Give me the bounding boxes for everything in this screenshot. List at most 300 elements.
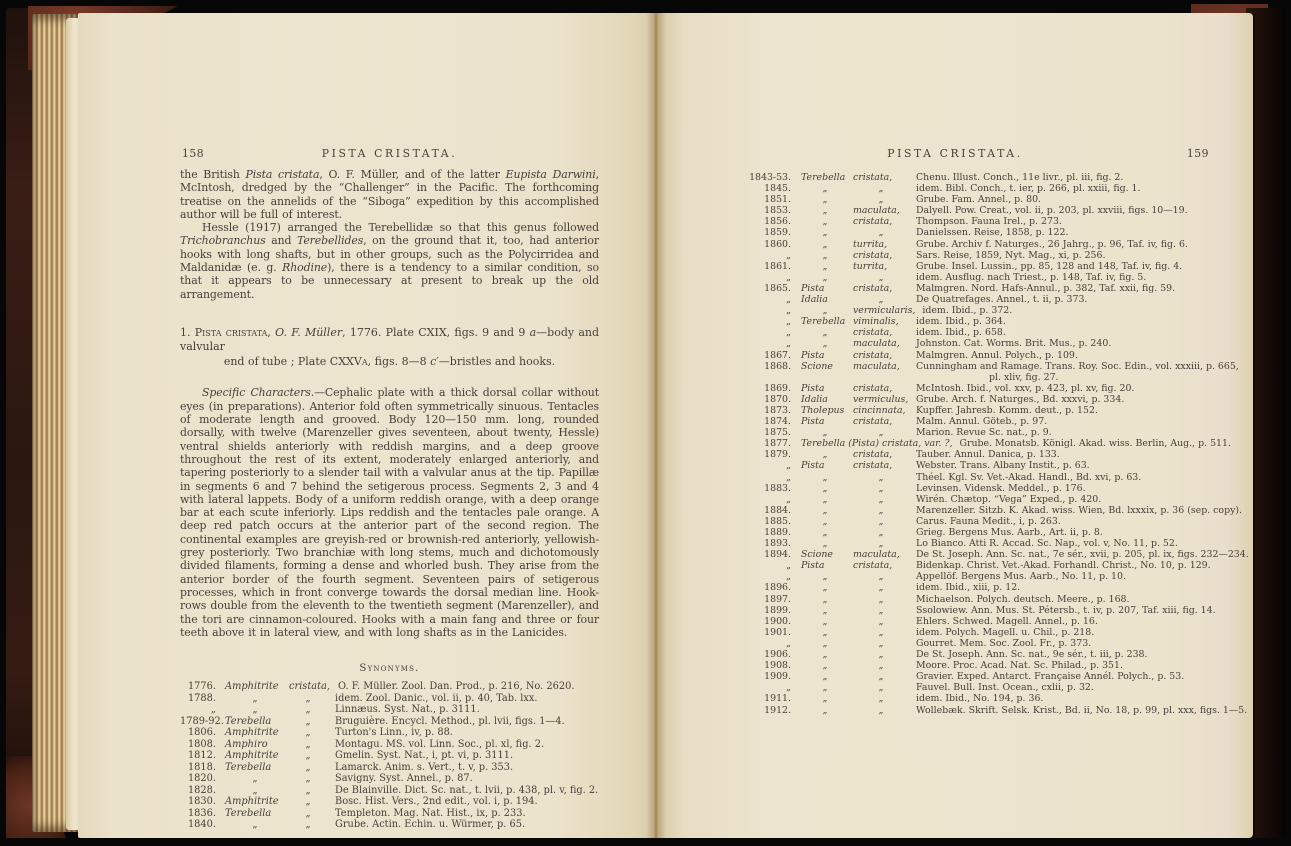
entry-species: „ — [878, 660, 884, 672]
bibliography-entry — [739, 438, 1231, 450]
bibliography-entry — [739, 272, 1223, 283]
entry-year: 1884. — [764, 504, 791, 516]
entry-year: 1906. — [764, 649, 791, 661]
entry-genus: „ — [822, 482, 828, 494]
entry-year: 1856. — [764, 216, 791, 228]
entry-species: cristata, — [853, 560, 893, 572]
entry-reference: McIntosh. Ibid., vol. xxv, p. 423, pl. xv, fig. 20. — [916, 382, 1135, 394]
bibliography-entry — [739, 483, 1223, 494]
entry-species: cristata, — [853, 416, 893, 428]
entry-genus: „ — [822, 216, 828, 228]
bibliography-entry — [739, 516, 1223, 527]
entry-year: 1899. — [764, 604, 791, 616]
entry-year: 1868. — [764, 360, 791, 372]
entry-continuation-text: pl. xliv, fig. 27. — [989, 371, 1059, 383]
entry-species: cristata, — [853, 249, 893, 261]
entry-reference: Wirén. Chætop. “Vega” Exped., p. 420. — [916, 493, 1102, 505]
entry-reference: Appellöf. Bergens Mus. Aarb., No. 11, p. 10. — [916, 571, 1126, 583]
bibliography-entry — [180, 773, 599, 785]
bibliography-entry — [739, 194, 1223, 205]
entry-year: 1845. — [764, 183, 791, 195]
bibliography-entry — [739, 549, 1249, 561]
synonyms-list — [180, 681, 599, 831]
entry-species: „ — [878, 538, 884, 550]
entry-species: „ — [878, 527, 884, 538]
bibliography-entry — [180, 704, 599, 716]
entry-species: „ — [878, 615, 884, 627]
entry-reference: Fauvel. Bull. Inst. Ocean., cxlii, p. 32. — [916, 682, 1094, 694]
species-heading — [180, 326, 599, 370]
entry-genus: „ — [252, 692, 258, 704]
entry-genus: Terebella — [225, 715, 272, 727]
entry-year: 1894. — [764, 549, 791, 561]
entry-species: „ — [878, 194, 884, 206]
entry-reference: Lo Bianco. Atti R. Accad. Sc. Nap., vol. v, No. 11, p. 52. — [916, 538, 1178, 550]
entry-reference: idem. Bibl. Conch., t. ier, p. 266, pl. xxiii, fig. 1. — [916, 183, 1141, 195]
entry-species: „ — [878, 582, 884, 594]
entry-year: „ — [786, 294, 791, 306]
entry-species: „ — [878, 427, 884, 439]
entry-year: 1806. — [187, 727, 216, 739]
entry-genus: „ — [822, 227, 828, 239]
entry-species: cristata, — [289, 681, 331, 693]
entry-reference: Wollebæk. Skrift. Selsk. Krist., Bd. ii, No. 18, p. 99, pl. xxx, figs. 1—5. — [916, 704, 1248, 716]
entry-reference: Cunningham and Ramage. Trans. Roy. Soc. Edin., vol. xxxiii, p. 665, — [916, 360, 1239, 372]
entry-genus: „ — [822, 427, 828, 439]
entry-species: „ — [878, 482, 884, 494]
entry-genus: „ — [822, 527, 828, 538]
entry-genus: „ — [822, 249, 828, 261]
entry-genus: Pista — [801, 560, 825, 572]
entry-reference: Bidenkap. Christ. Vet.-Akad. Forhandl. Christ., No. 10, p. 129. — [916, 560, 1211, 572]
entry-reference: Ehlers. Schwed. Magell. Annel., p. 16. — [916, 615, 1098, 627]
entry-species: „ — [878, 693, 884, 705]
entry-genus: „ — [822, 205, 828, 217]
entry-year: 1883. — [764, 482, 791, 494]
entry-reference: Savigny. Syst. Annel., p. 87. — [335, 773, 473, 785]
entry-species: „ — [878, 637, 884, 649]
species-heading-line-2: end of tube ; Plate CXXVa, figs. 8—8 c′—bristles and hooks. — [223, 354, 556, 368]
entry-year: 1789-92. — [180, 715, 224, 727]
entry-genus: Idalia — [801, 294, 828, 306]
bibliography-entry — [739, 227, 1223, 238]
bibliography-entry — [739, 383, 1223, 394]
entry-genus: „ — [822, 704, 828, 716]
entry-species: „ — [305, 761, 311, 773]
running-title-right: PISTA CRISTATA. — [887, 147, 1023, 160]
entry-species: cristata, — [853, 216, 893, 228]
entry-genus: „ — [822, 626, 828, 638]
entry-species: maculata, — [853, 549, 900, 561]
bibliography-entry — [739, 239, 1223, 250]
entry-genus: „ — [822, 515, 828, 527]
entry-genus: „ — [822, 493, 828, 505]
entry-year: 1896. — [764, 582, 791, 594]
bibliography-entry — [739, 416, 1223, 427]
entry-year: 1840. — [187, 819, 216, 831]
bibliography-entry — [739, 494, 1223, 505]
entry-reference: Grube. Monatsb. Königl. Akad. wiss. Berlin, Aug., p. 511. — [959, 438, 1231, 450]
entry-reference: idem. Ibid., No. 194, p. 36. — [916, 693, 1044, 705]
entry-reference: De St. Joseph. Ann. Sc. nat., 7e sér., xvii, p. 205, pl. ix, figs. 232—234. — [916, 549, 1249, 561]
entry-species: „ — [878, 571, 884, 583]
bibliography-entry — [739, 527, 1223, 538]
entry-genus: „ — [822, 593, 828, 605]
entry-species: „ — [878, 626, 884, 638]
entry-species: cristata, — [853, 382, 893, 394]
bibliography-entry — [180, 808, 599, 820]
entry-year: 1885. — [764, 515, 791, 527]
bibliography-entry — [739, 504, 1243, 516]
bibliography-entry — [180, 785, 599, 797]
entry-genus: „ — [252, 784, 258, 796]
entry-genus: „ — [822, 305, 828, 317]
entry-genus: „ — [822, 449, 828, 461]
entry-reference: Linnæus. Syst. Nat., p. 3111. — [335, 704, 480, 716]
entry-year: „ — [786, 316, 791, 328]
entry-genus: „ — [822, 615, 828, 627]
entry-genus: „ — [822, 471, 828, 483]
entry-genus: Amphitrite — [225, 796, 279, 808]
entry-reference: Ssolowiew. Ann. Mus. St. Pétersb., t. iv, p. 207, Taf. xiii, fig. 14. — [916, 604, 1216, 616]
entry-reference: idem. Ibid., xiii, p. 12. — [916, 582, 1021, 594]
bibliography-entry — [739, 538, 1223, 549]
entry-year: „ — [786, 493, 791, 505]
entry-year: „ — [786, 460, 791, 472]
entry-species: viminalis, — [853, 316, 899, 328]
running-title-left: PISTA CRISTATA. — [321, 147, 458, 160]
entry-genus: „ — [822, 183, 828, 195]
entry-year: 1808. — [187, 738, 216, 750]
entry-reference: idem. Ibid., p. 364. — [916, 316, 1006, 328]
entry-species: „ — [878, 294, 884, 306]
entry-species: cristata, — [853, 172, 893, 183]
entry-genus: Terebella — [225, 761, 272, 773]
entry-reference: idem. Zool. Danic., vol. ii, p. 40, Tab. lxx. — [335, 692, 538, 704]
bibliography-entry — [739, 660, 1223, 671]
entry-year: 1870. — [764, 393, 791, 405]
bibliography-entry — [739, 360, 1239, 372]
bibliography-entry — [739, 594, 1223, 605]
entry-species: maculata, — [853, 205, 900, 217]
bibliography-entry — [739, 350, 1223, 361]
entry-species: vermicularis, — [853, 305, 916, 317]
entry-species: „ — [305, 715, 311, 727]
bibliography-entry — [180, 681, 599, 693]
entry-species: cristata, — [853, 282, 893, 294]
entry-reference: idem. Ibid., p. 372. — [922, 305, 1013, 317]
bibliography-entry — [739, 571, 1223, 582]
entry-species: „ — [878, 504, 884, 516]
bibliography-entry — [739, 627, 1223, 638]
entry-year: 1897. — [764, 593, 791, 605]
entry-species: „ — [305, 704, 311, 716]
entry-year: 1909. — [764, 671, 791, 683]
entry-year: „ — [786, 682, 791, 694]
bibliography-entry — [180, 693, 599, 705]
entry-genus: „ — [252, 773, 258, 785]
entry-reference: Malmgren. Annul. Polych., p. 109. — [916, 349, 1078, 361]
entry-species: „ — [305, 819, 311, 831]
page-number-left: 158 — [182, 147, 205, 160]
entry-genus: Terebella — [801, 172, 846, 183]
entry-reference: Tauber. Annul. Danica, p. 133. — [916, 449, 1060, 461]
entry-species: „ — [878, 493, 884, 505]
entry-year: „ — [786, 249, 791, 261]
paragraph-hessle: Hessle (1917) arranged the Terebellidæ so that this genus followed Trichobranchus and Terebellides, on the ground that it, too, had anterior hooks with long shafts, but in other groups, such as the Polycirridea and Maldanidæ (e. g. Rhodine), there is a tendency to a similar condition, so that it appears to be unnecessary at present to break up the old arrangement. — [180, 221, 599, 301]
bibliography-entry — [180, 727, 599, 739]
entry-year: 1911. — [764, 693, 791, 705]
entry-genus: „ — [822, 260, 828, 272]
entry-reference: idem. Ibid., p. 658. — [916, 327, 1006, 339]
entry-genus: „ — [822, 604, 828, 616]
entry-year: 1853. — [764, 205, 791, 217]
entry-year: 1874. — [764, 416, 791, 428]
bibliography-entry — [180, 819, 599, 831]
entry-genus: Pista — [801, 382, 825, 394]
entry-year: „ — [786, 560, 791, 572]
bibliography-entry — [739, 582, 1223, 593]
entry-year: 1869. — [764, 382, 791, 394]
entry-year: 1873. — [764, 404, 791, 416]
entry-species: „ — [878, 515, 884, 527]
entry-reference: Montagu. MS. vol. Linn. Soc., pl. xl, fig. 2. — [335, 738, 545, 750]
entry-year: 1851. — [764, 194, 791, 206]
paragraph-continuation: the British Pista cristata, O. F. Müller, and of the latter Eupista Darwini, McIntosh, dredged by the “Challenger” in the Pacific. The forthcoming treatise on the annelids of the “Siboga” expedition by this accomplished author will be full of interest. — [180, 168, 599, 221]
entry-genus: Tholepus — [801, 404, 845, 416]
bibliography-entry — [739, 560, 1223, 571]
entry-genus: Amphitrite — [225, 681, 279, 693]
entry-species: turrita, — [853, 260, 888, 272]
bibliography-entry — [739, 283, 1223, 294]
entry-genus: „ — [822, 682, 828, 694]
bibliography-entry — [739, 316, 1223, 327]
bibliography-entry — [739, 405, 1223, 416]
entry-reference: Gmelin. Syst. Nat., i, pt. vi, p. 3111. — [335, 750, 514, 762]
entry-reference: De Quatrefages. Annel., t. ii, p. 373. — [916, 294, 1088, 306]
entry-year: 1877. — [764, 438, 791, 450]
entry-species: „ — [878, 471, 884, 483]
entry-species: „ — [878, 704, 884, 716]
entry-genus: Pista — [801, 460, 825, 472]
entry-reference: Grube. Fam. Annel., p. 80. — [916, 194, 1042, 206]
bibliography-entry — [180, 716, 599, 728]
bibliography-entry — [180, 750, 599, 762]
left-page — [78, 13, 657, 838]
entry-species: „ — [878, 271, 884, 283]
entry-species: „ — [878, 604, 884, 616]
references-list — [739, 172, 1249, 716]
entry-reference: Danielssen. Reise, 1858, p. 122. — [916, 227, 1069, 239]
entry-year: 1893. — [764, 538, 791, 550]
entry-continuation-line — [739, 372, 1223, 383]
entry-reference: Dalyell. Pow. Creat., vol. ii, p. 203, pl. xxviii, figs. 10—19. — [916, 205, 1188, 217]
entry-reference: idem. Polych. Magell. u. Chil., p. 218. — [916, 626, 1095, 638]
entry-species: „ — [305, 807, 311, 819]
entry-reference: De Blainville. Dict. Sc. nat., t. lvii, p. 438, pl. v, fig. 2. — [335, 784, 599, 796]
entry-species: maculata, — [853, 338, 900, 350]
entry-genus: Terebella — [801, 316, 846, 328]
entry-year: 1828. — [187, 784, 216, 796]
entry-taxon-name: Terebella (Pista) cristata, var. ?, — [801, 438, 953, 450]
entry-reference: Gravier. Exped. Antarct. Française Annél. Polych., p. 53. — [916, 671, 1185, 683]
entry-year: 1843-53. — [749, 172, 791, 183]
entry-reference: Chenu. Illust. Conch., 11e livr., pl. iii, fig. 2. — [916, 172, 1124, 183]
entry-species: „ — [305, 738, 311, 750]
entry-genus: Pista — [801, 349, 825, 361]
bibliography-entry — [739, 449, 1223, 460]
bibliography-entry — [739, 327, 1223, 338]
entry-year: „ — [786, 271, 791, 283]
entry-species: „ — [305, 692, 311, 704]
entry-reference: Thompson. Fauna Irel., p. 273. — [916, 216, 1062, 228]
left-page-body — [180, 168, 599, 831]
entry-genus: Pista — [801, 282, 825, 294]
entry-reference: De St. Joseph. Ann. Sc. nat., 9e sér., t. iii, p. 238. — [916, 649, 1148, 661]
entry-species: „ — [878, 682, 884, 694]
entry-genus: „ — [822, 571, 828, 583]
entry-genus: Idalia — [801, 393, 828, 405]
bibliography-entry — [739, 172, 1223, 183]
bibliography-entry — [739, 261, 1223, 272]
entry-reference: Michaelson. Polych. deutsch. Meere., p. 168. — [916, 593, 1130, 605]
bibliography-entry — [739, 427, 1223, 438]
entry-year: „ — [786, 338, 791, 350]
entry-reference: Grube. Archiv f. Naturges., 26 Jahrg., p. 96, Taf. iv, fig. 6. — [916, 238, 1188, 250]
entry-species: „ — [878, 671, 884, 683]
entry-year: „ — [786, 571, 791, 583]
entry-species: „ — [878, 227, 884, 239]
entry-reference: Lamarck. Anim. s. Vert., t. v, p. 353. — [335, 761, 514, 773]
entry-year: 1879. — [764, 449, 791, 461]
entry-genus: Terebella — [225, 807, 272, 819]
bibliography-entry — [739, 472, 1223, 483]
entry-genus: Scione — [801, 360, 833, 372]
entry-species: cristata, — [853, 460, 893, 472]
entry-genus: „ — [822, 649, 828, 661]
entry-genus: Pista — [801, 416, 825, 428]
entry-species: „ — [305, 750, 311, 762]
entry-species: „ — [878, 183, 884, 195]
bibliography-entry — [739, 183, 1223, 194]
entry-reference: Turton's Linn., iv, p. 88. — [335, 727, 453, 739]
entry-reference: Kupffer. Jahresb. Komm. deut., p. 152. — [916, 404, 1098, 416]
entry-species: turrita, — [853, 238, 888, 250]
entry-year: 1889. — [764, 527, 791, 538]
entry-year: 1860. — [764, 238, 791, 250]
bibliography-entry — [180, 796, 599, 808]
entry-species: cincinnata, — [853, 404, 906, 416]
entry-year: 1830. — [187, 796, 216, 808]
specific-characters-paragraph: Specific Characters.—Cephalic plate with a thick dorsal collar without eyes (in preparations). Anterior fold often symmetrically sinuous. Tentacles of moderate length and grooved. Body 120—150 mm. long, rounded dorsally, with twelve (Marenzeller gives seventeen, about twenty, Hessle) ventral shields anteriorly with reddish margins, and a deep groove throughout the rest of its extent, moderately enlarged anteriorly, and tapering posteriorly to a slender tail with a valvular anus at the tip. Papillæ in segments 6 and 7 behind the setigerous process. Segments 2, 3 and 4 with lateral lappets. Body of a uniform reddish orange, with a deep orange bar at each scute inferiorly. Lips reddish and the tentacles pale orange. A deep red patch occurs at the anterior part of the second region. The continental examples are greyish-red or brownish-red anteriorly, yellowish-grey posteriorly. Two branchiæ with long stems, much and dichotomously divided filaments, forming a dense and whorled bush. They arise from the anterior border of the fourth segment. Seventeen pairs of setigerous processes, which in front converge towards the dorsal median line. Hook-rows double from the eleventh to the twentieth segment (Marenzeller), and the tori are cinnamon-coloured. Hooks with a main fang and three or four teeth above it in lateral view, and with long shafts as in the Lanicides. — [180, 386, 599, 639]
entry-reference: idem. Ausflug. nach Triest., p. 148, Taf. iv, fig. 5. — [916, 271, 1147, 283]
bibliography-entry — [739, 460, 1223, 471]
right-page-header — [739, 147, 1209, 162]
entry-year: 1900. — [764, 615, 791, 627]
entry-species: cristata, — [853, 349, 893, 361]
entry-genus: „ — [822, 671, 828, 683]
entry-species: „ — [305, 784, 311, 796]
entry-genus: „ — [822, 660, 828, 672]
entry-reference: Webster. Trans. Albany Instit., p. 63. — [916, 460, 1090, 472]
entry-reference: Théel. Kgl. Sv. Vet.-Akad. Handl., Bd. xvi, p. 63. — [916, 471, 1142, 483]
entry-reference: Malm. Annul. Göteb., p. 97. — [916, 416, 1048, 428]
entry-year: 1859. — [764, 227, 791, 239]
entry-reference: Johnston. Cat. Worms. Brit. Mus., p. 240. — [916, 338, 1112, 350]
entry-genus: „ — [822, 194, 828, 206]
entry-genus: „ — [822, 637, 828, 649]
entry-reference: Sars. Reise, 1859, Nyt. Mag., xi, p. 256. — [916, 249, 1106, 261]
left-page-header — [180, 147, 599, 162]
bibliography-entry — [739, 294, 1223, 305]
entry-year: 1776. — [187, 681, 216, 693]
entry-year: 1788. — [187, 692, 216, 704]
entry-species: cristata, — [853, 449, 893, 461]
entry-year: „ — [786, 327, 791, 339]
bibliography-entry — [739, 338, 1223, 349]
bibliography-entry — [739, 671, 1223, 682]
entry-year: 1836. — [187, 807, 216, 819]
entry-species: cristata, — [853, 327, 893, 339]
entry-species: maculata, — [853, 360, 900, 372]
bibliography-entry — [739, 205, 1223, 216]
page-number-right: 159 — [1186, 147, 1209, 160]
entry-reference: Grube. Arch. f. Naturges., Bd. xxxvi, p. 334. — [916, 393, 1125, 405]
entry-genus: „ — [822, 327, 828, 339]
bibliography-entry — [739, 693, 1223, 704]
entry-year: 1861. — [764, 260, 791, 272]
entry-year: 1812. — [187, 750, 216, 762]
entry-genus: „ — [822, 504, 828, 516]
species-heading-line-1: 1. Pista cristata, O. F. Müller, 1776. Plate CXIX, figs. 9 and 9 a—body and valvular — [180, 325, 600, 354]
entry-genus: Amphitrite — [225, 727, 279, 739]
entry-species: vermiculus, — [853, 393, 909, 405]
right-page — [657, 13, 1253, 838]
entry-reference: Grube. Insel. Lussin., pp. 85, 128 and 148, Taf. iv, fig. 4. — [916, 260, 1183, 272]
bibliography-entry — [739, 616, 1223, 627]
bibliography-entry — [180, 762, 599, 774]
entry-year: „ — [786, 637, 791, 649]
entry-year: 1875. — [764, 427, 791, 439]
entry-year: 1820. — [187, 773, 216, 785]
bibliography-entry — [739, 305, 1223, 316]
entry-year: 1908. — [764, 660, 791, 672]
entry-reference: Marenzeller. Sitzb. K. Akad. wiss. Wien, Bd. lxxxix, p. 36 (sep. copy). — [916, 504, 1243, 516]
entry-genus: „ — [822, 582, 828, 594]
entry-year: 1865. — [764, 282, 791, 294]
entry-genus: „ — [822, 693, 828, 705]
entry-genus: „ — [252, 704, 258, 716]
entry-year: 1818. — [187, 761, 216, 773]
entry-species: „ — [305, 727, 311, 739]
entry-reference: Gourret. Mem. Soc. Zool. Fr., p. 373. — [916, 637, 1092, 649]
entry-reference: Moore. Proc. Acad. Nat. Sc. Philad., p. 351. — [916, 660, 1123, 672]
entry-species: „ — [878, 593, 884, 605]
entry-year: 1912. — [764, 704, 791, 716]
entry-reference: O. F. Müller. Zool. Dan. Prod., p. 216, No. 2620. — [338, 681, 575, 693]
entry-genus: Scione — [801, 549, 833, 561]
bibliography-entry — [180, 739, 599, 751]
bibliography-entry — [739, 649, 1223, 660]
entry-genus: Amphiro — [225, 738, 268, 750]
entry-year: 1867. — [764, 349, 791, 361]
bibliography-entry — [739, 682, 1223, 693]
entry-genus: „ — [252, 819, 258, 831]
entry-reference: Grieg. Bergens Mus. Aarb., Art. ii, p. 8. — [916, 527, 1103, 538]
entry-genus: „ — [822, 538, 828, 550]
entry-species: „ — [305, 796, 311, 808]
entry-species: „ — [878, 649, 884, 661]
